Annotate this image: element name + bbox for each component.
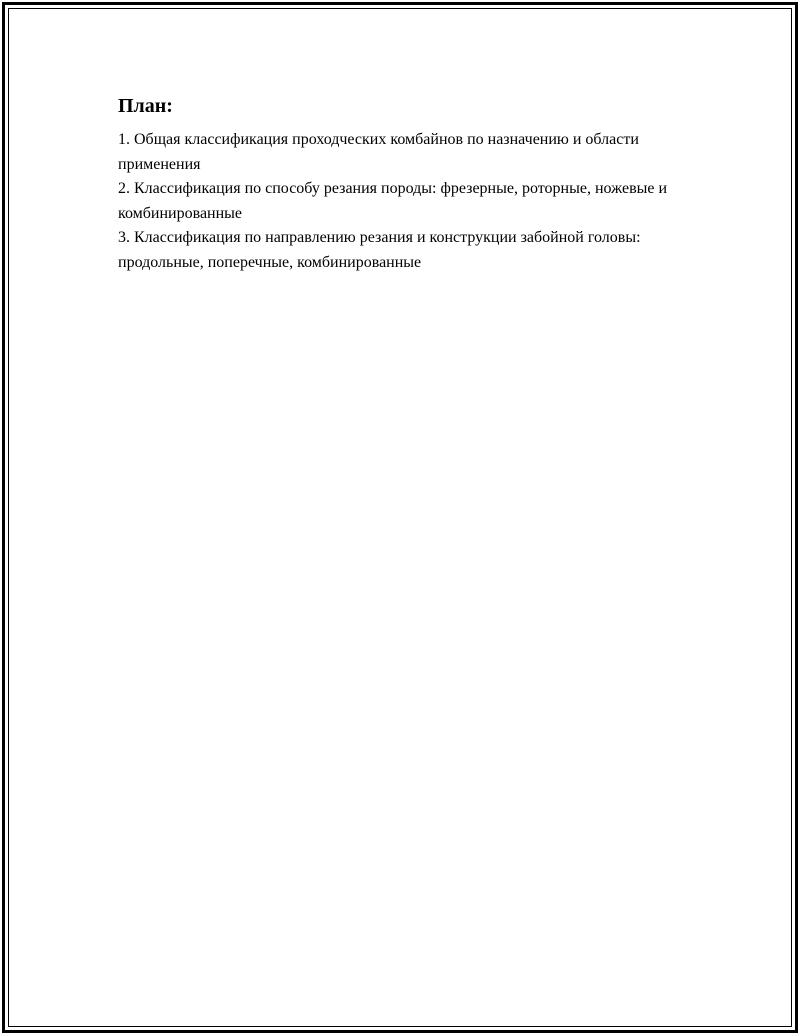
- plan-item-3: 3. Классификация по направлению резания и конструкции забойной головы: продольные, поперечные, комбинированные: [118, 229, 641, 271]
- document-content: [118, 92, 698, 275]
- plan-list: [118, 128, 698, 275]
- plan-item-2: 2. Классификация по способу резания породы: фрезерные, роторные, ножевые и комбинированные: [118, 180, 668, 222]
- plan-item-1: 1. Общая классификация проходческих комбайнов по назначению и области применения: [118, 131, 639, 173]
- plan-heading: План:: [118, 95, 173, 117]
